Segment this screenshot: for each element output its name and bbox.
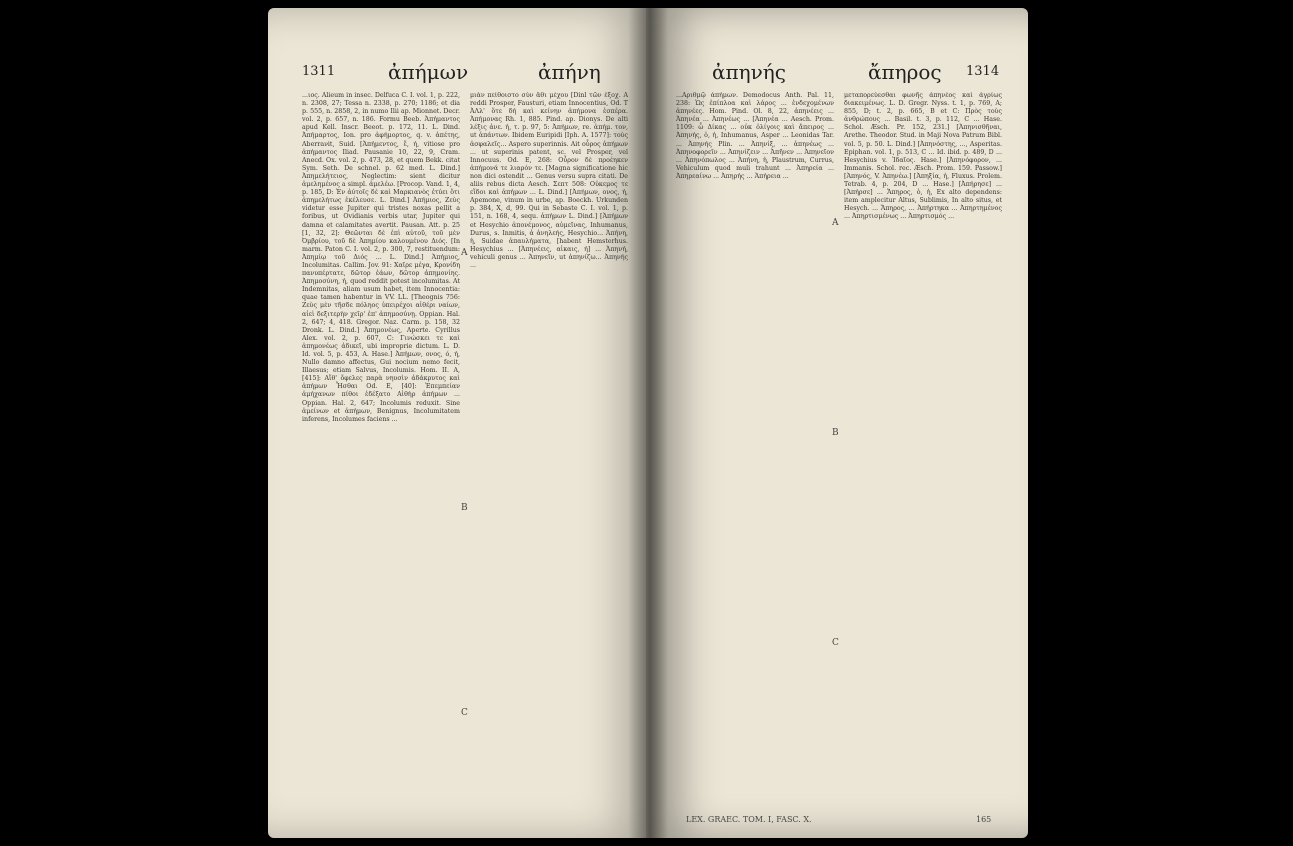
right-margin-letter-a: A: [832, 218, 839, 228]
left-margin-letter-c: C: [461, 708, 468, 718]
right-page: [646, 8, 1028, 838]
left-page: [268, 8, 650, 838]
right-column-1: ...Αριθμῷ ἀπήμων. Demodocus Anth. Pal. 11, 238: Ὡς ἐπίπλοα καὶ λάρος ... ἐνδεχομένων ἀπηνέες. Hom. Pind. Ol. 8, 22, ἀπηνέεις ... Ἀπηνέα ... Ἀπηνέως ... [Ἀπηνέα ... Aesch. Prom. 1109: ὦ Δίκας ... οὐκ ὀλίγοις καὶ ἄπειρος ... Ἀπηνής, ὁ, ἡ, Inhumanus, Asper ... Leonidas Tar. ... Ἀπηνής Plin. ... Ἀπηνίξ, ... ἀπηνέως ... Ἀπηνοφορεῖν ... Ἀπηνίζειν ... Ἀπῆνεν ... Ἀπηνεῖον ... Ἀπηνόπωλος ... Ἀπήνη, ἡ, Plaustrum, Currus, Vehiculum quod muli trahunt ... Ἀπηρεία ... Ἀπηρεαίνω ... Ἀπηρής ... Ἀπήρεια ...: [676, 92, 834, 180]
left-margin-letter-b: B: [461, 503, 468, 513]
right-column-2: μεταπορεύεσθαι φωνῆς ἀπηνέος καὶ ἀγρίως διακειμένως. L. D. Gregr. Nyss. t. 1, p. 769, A; 855, D; t. 2, p. 665, B et C: Πρὸς τοὺς ἀνθρώπους ... Basil. t. 3, p. 112, C ... Hase. Schol. Æsch. Pr. 152, 231.] [Ἀπηνισθῆναι, Arethe. Theodor. Stud. in Maji Nova Patrum Bibl. vol. 5, p. 50. L. Dind.] [Ἀπηνόστης, ..., Asperitas. Epiphan. vol. 1, p. 513, C ... Id. ibid. p. 489, D ... Hesychius v. Ἰδαῖος. Hase.] [Ἀπηνόφορον, ... Immanis. Schol. rec. Æsch. Prom. 159. Passow.] [Ἀπηνός, V. Ἀπηνέω.] [Ἀπηξία, ἡ, Fluxus. Prolem. Tetrab. 4, p. 204, D ... Hase.] [Ἀπήρησε] ... [Ἀπήρσε] ... Ἄπηρος, ὁ, ἡ, Ex alto dependens: item amplecitur Altus, Sublimis, In alto situs, et Hesych. ... Ἄπηρος, ... Ἀπήρτηκα ... Ἀπηρτημένος ... Ἀπηρτισμένως ... Ἀπηρτισμός ...: [844, 92, 1002, 221]
right-page-number: 1314: [966, 64, 1000, 79]
right-headword: ἀπηνής: [712, 60, 786, 84]
right-margin-letter-b: B: [832, 428, 839, 438]
right-headword-col2: ἄπηρος: [868, 60, 942, 84]
left-page-header: [302, 60, 632, 86]
left-column-1: ...ιος. Alieum in insec. Delfuca C. I. vol. 1, p. 222, n. 2308, 27; Tessa n. 2338, p. 270; 1186; et dia p. 555, n. 2858, 2, in numo Ilii ap. Mionnet. Decr. vol. 2, p. 657, n. 186. Formu Beeb. Ἀπήμαντος apud Kell. Inscr. Beeot. p. 172, 11. L. Dind. Ἀπήμαρτος, Ion. pro ἀφήμορτος, q. v. ἀπέτης, Aberraνit, Suid. [Ἀπήμεντος, ἔ, ή, vitiose pro ἀπήμαντος Iliad. Pausanie 10, 22, 9, Cram. Anecd. Ox. vol. 2, p. 473, 28, et quem Bekk. citat Sym. Seth. De schnel. p. 62 med. L. Dind.] Ἀπημελήτειος, Neglectim: sient dicitur ἀμελημένος a simpl. ἀμελέω. [Procop. Vand. 1, 4, p. 185, D: Ἐν ἀύτοῖς δὲ καὶ Μαρκιανὸς ἐτύει ὅτι ἀπημελήτως ἐκέλευσε. L. Dind.] Ἀπήμιος, Ζεὺς videtur esse Jupiter qui tristes noxas pellit a foribus, ut Ovidianis verbis utar, Jupiter qui damna et calamitates avertit. Pausan. Att. p. 25 [1, 32, 2]: Θεῶνται δὲ ἐπὶ αὐτοῦ, τοῦ μὲν Ὀμβρίου, τοῦ δὲ Ἀπημίου καλουμένου Διός. [In marm. Paton C. I. vol. 2, p. 300, 7, restituendum: Ἀπημίῳ τοῦ Διός ... L. Dind.] Ἀπήμιος, Incolumitas. Callim. Jov. 91: Χαῖρε μέγα, Κρονίδη πανυπέρτατε, δῶτορ ἐάων, δῶτορ ἀπημονίης. Ἀπημοσύνη, ή, quod reddit potest incolumitas. At Indemnitas, aliam usum habet, item Innocentia: quae tamen habentur in VV. LL. [Theognis 756: Ζεὺς μὲν τῆσδε πόληος ὑπειρέχοι αἰθέρι ναίων, αἰεὶ δεξιτερὴν χεῖρ' ἐπ' ἀπημοσύνῃ. Oppian. Hal. 2, 647; 4, 418. Gregor. Naz. Carm. p. 158, 32 Dronk. L. Dind.] Ἀπημονέως, Aperte. Cyrillus Alex. vol. 2, p. 607, C: Γινώσκει τε καὶ ἀπημονέως ἀδικεῖ, ubi improprie dictum. L. D. Id. vol. 5, p. 453, A. Hase.] Ἀπήμων, ονος, ό, ή, Nullo damno affectus, Gui nocium nemo fecit, Illaesus; etiam Salvus, Incolumis. Hom. II. A, [415]: Αἴθ' ὄφελες παρὰ νηυσὶν ἀδάκρυτος καὶ ἀπήμων Ἧσθαι Od. E, [40]: Ἐπεμπείαν ἀμήχανων πίθοι ἐδέξατο Αἰθὴρ ἀπήμων ... Oppian. Hal. 2, 647; Incolumis reduxit. Sine ἀμείνων et ἀπήμων, Benignus, Incolumitatem inferens, Incolumes faciens ...: [302, 92, 460, 423]
left-column-2: μιὰν πείθοιστο σὺν ἄθι μέχου [Dinl τῶν ἐξοχ. A reddi Prosper, Fausturi, etiam Innocentius, Od. Τ ἈΛλ' ὅτε δή καὶ κείνην ἀπήμονα ἐσπέρα. Ἀπήμονας Rh. 1, 885. Pind. ap. Dionys. De alti λέξις ἀνε. ἡ, τ. p. 97, 5: Ἀπήμων, re. ἀπήμ. τον, ut ἁπάντων. Ibidem Euripidi [Iph. A. 1577]: τοὺς ἀσφαλεῖς... Aspero superinnis. Ait οὖρος ἀπήμων ... ut superinis patent, sc. vel Prosper, vel Innocuus. Od. E, 268: Οὖρον δὲ προέηκεν ἀπήμονά τε λιαρόν τε. [Magna significatione hic non dici ostendit ... Genus versu supra citati. De aliis rebus dicta Aesch. Σεπτ 508: Οὐκεμος τε εἴδοι καὶ ἀπήμων ... L. Dind.] [Ἀπήμων, ονος, ή, Apemone, vinum in urbe, ap. Boeckh. Urkunden p. 384, X, d, 99. Qui in Sebaste C. I. vol. 1, p. 151, n. 168, 4, sequ. ἀπήμων L. Dind.] [Ἀπήμων et Hesychio ἀπονέμονος, αὐμεῖνας, Inhumanus, Durus, s. Inmitis, ἀ ἀνηλεής, Hesychio... Ἀπήνη, ἡ, Suidae ἀπαυλήματα, [habent Hemsterhus. Hesychius ... [Ἀπηνέεις, αἰκαις, ή] ... Ἀπηνή, vehiculi genus ... Ἀπηνεῖν, ut ἀπηνίζω... Ἀπηνής ...: [470, 92, 628, 269]
right-margin-letter-c: C: [832, 638, 839, 648]
right-page-columns: [676, 92, 1002, 808]
left-headword-col2: ἀπήνη: [538, 60, 601, 84]
left-margin-letter-a: A: [461, 248, 468, 258]
left-headword: ἀπήμων: [388, 60, 469, 84]
right-page-header: [672, 60, 1002, 86]
book-gutter-shadow: [628, 8, 668, 838]
footer-signature: LEX. GRAEC. TOM. I, FASC. X.: [686, 815, 812, 824]
footer-page-mark: 165: [976, 815, 992, 824]
left-page-number: 1311: [302, 64, 336, 79]
open-book: [268, 0, 1028, 846]
